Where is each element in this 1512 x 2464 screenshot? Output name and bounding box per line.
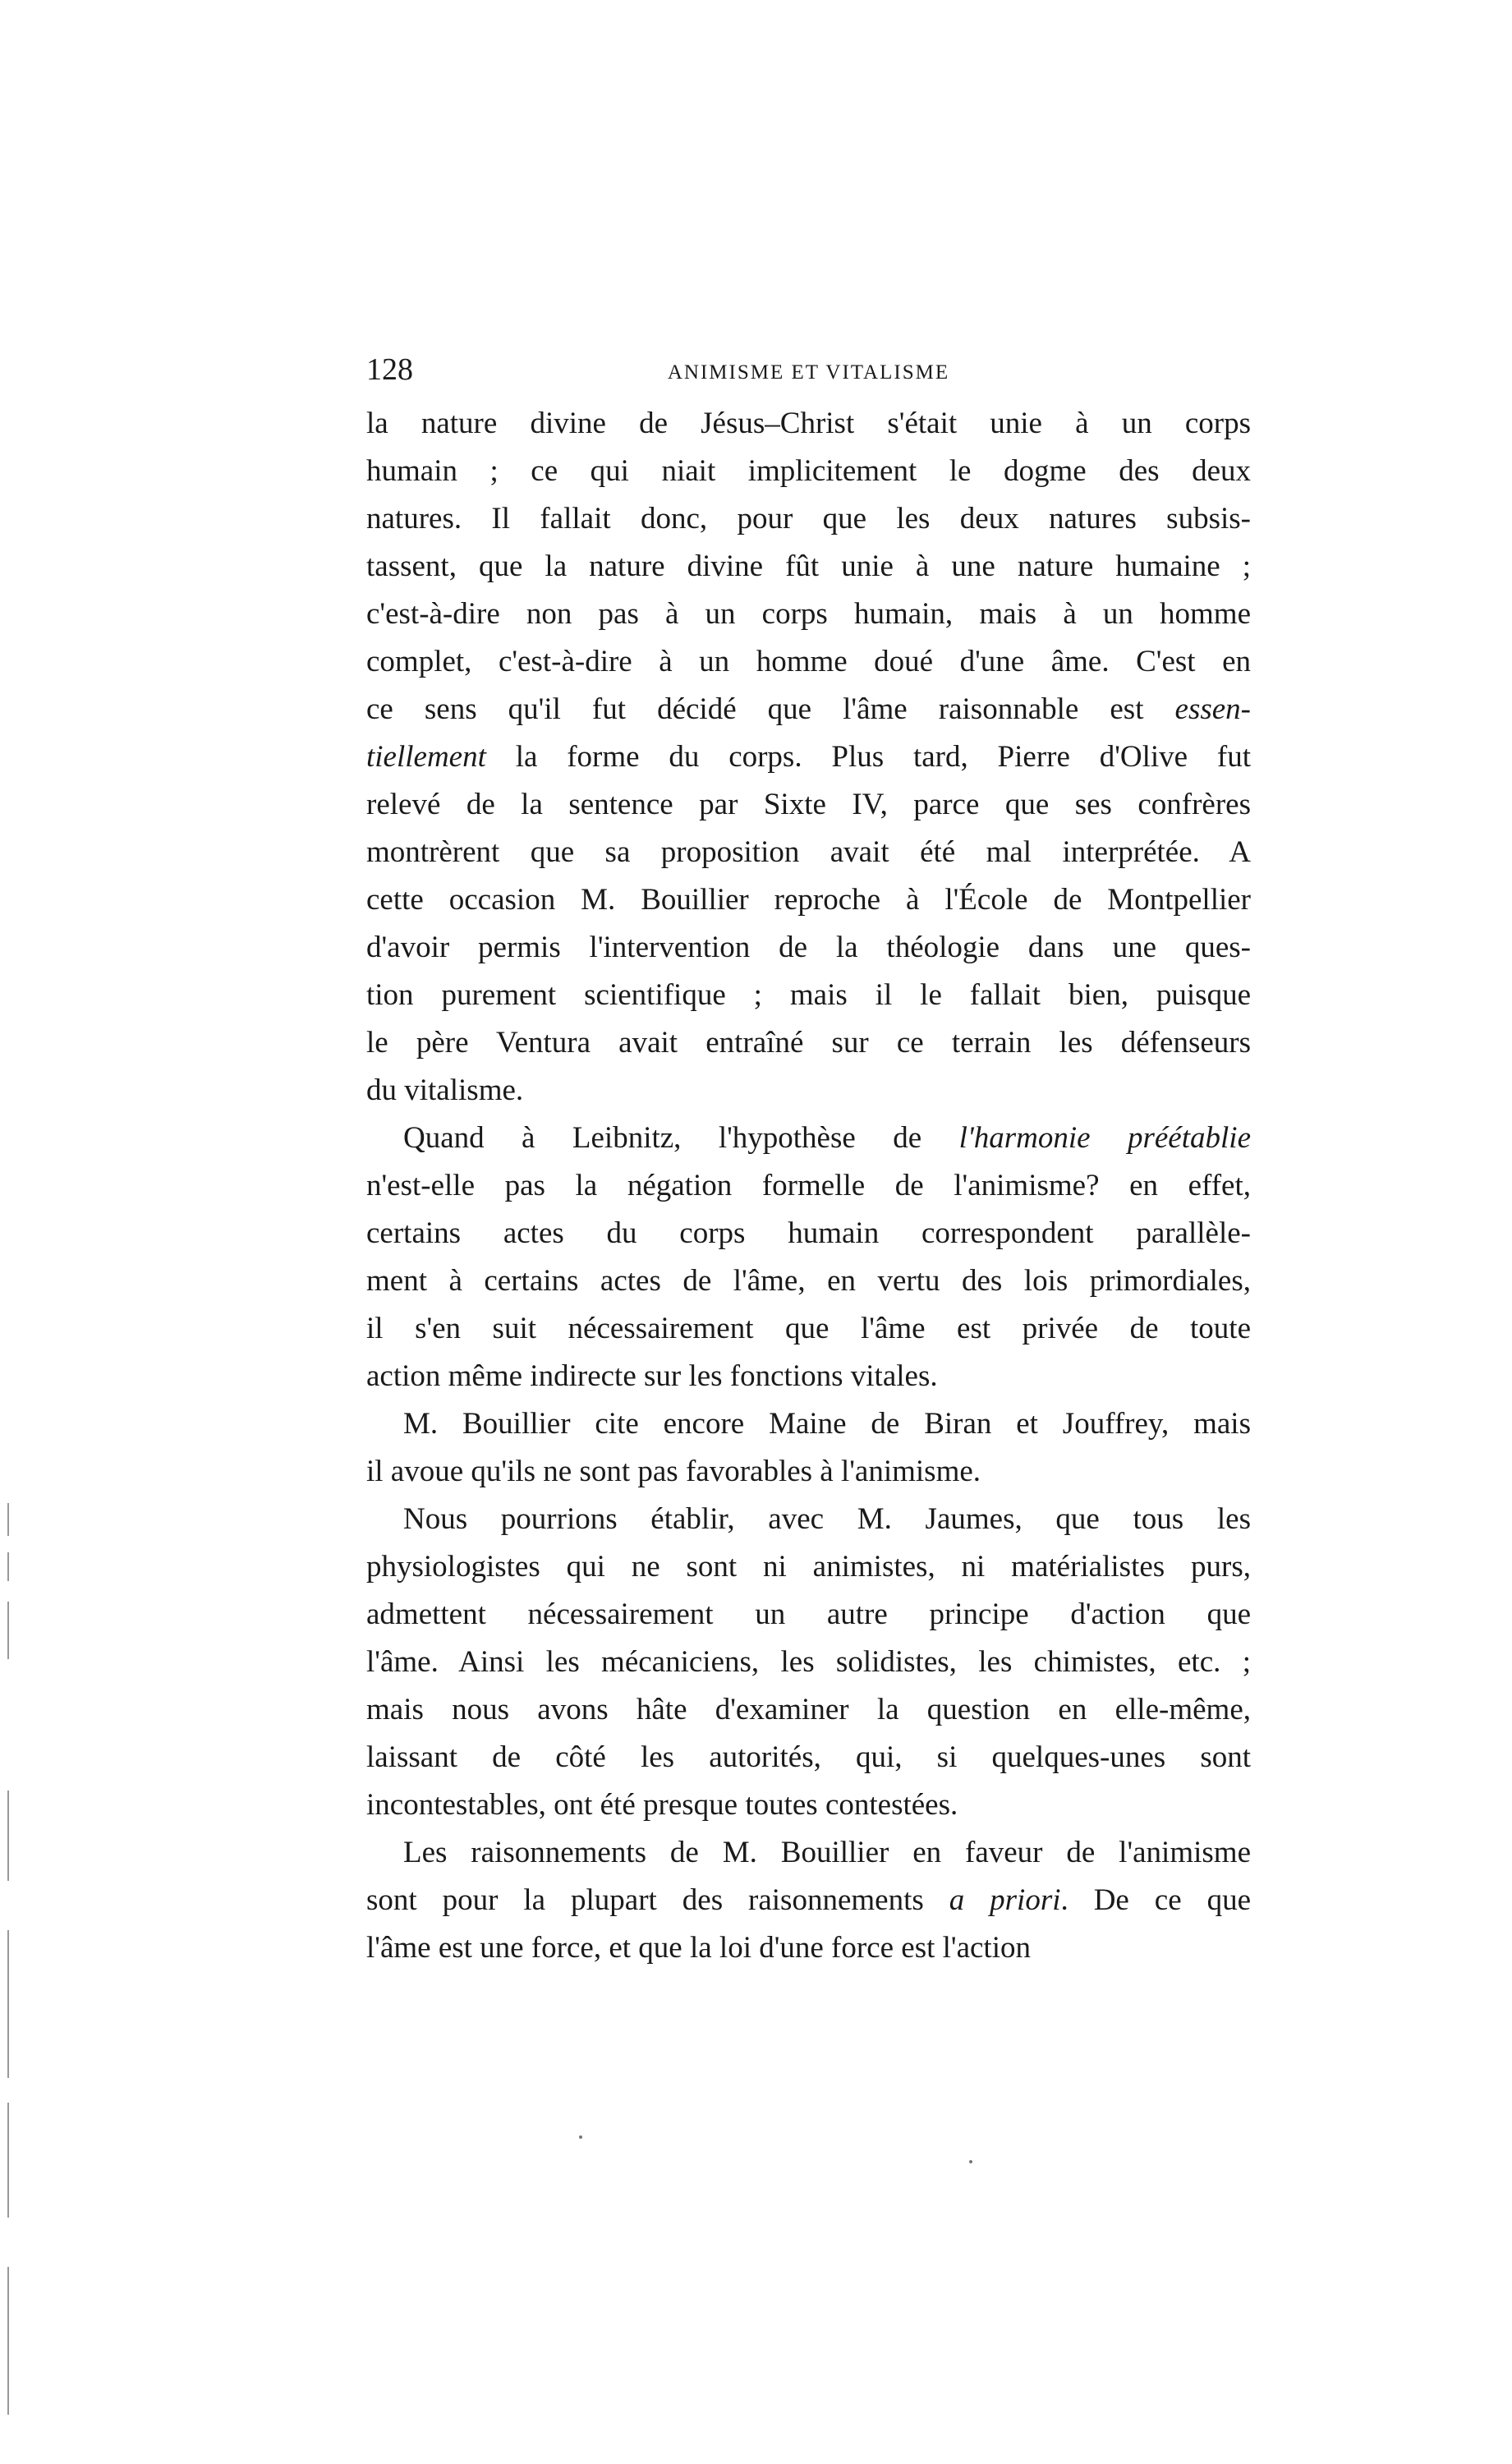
text-segment: ment à certains actes de l'âme, en vertu des lois primordiales, [366, 1264, 1251, 1298]
italic-text: essen- [1174, 692, 1251, 726]
text-segment: incontestables, ont été presque toutes contestées. [366, 1788, 958, 1822]
text-segment: c'est-à-dire non pas à un corps humain, mais à un homme [366, 597, 1251, 631]
scan-mark [7, 2267, 9, 2415]
text-segment: tassent, que la nature divine fût unie à une nature humaine ; [366, 549, 1251, 583]
text-line [366, 924, 1251, 972]
text-segment: n'est-elle pas la négation formelle de l'animisme? en effet, [366, 1169, 1251, 1202]
text-segment: tion purement scientifique ; mais il le fallait bien, puisque [366, 978, 1251, 1012]
text-segment: l'âme. Ainsi les mécaniciens, les solidistes, les chimistes, etc. ; [366, 1645, 1251, 1679]
text-segment: sont pour la plupart des raisonnements [366, 1883, 949, 1917]
text-line [366, 829, 1251, 876]
italic-text: l'harmonie préétablie [958, 1121, 1251, 1155]
page-number: 128 [366, 352, 413, 387]
text-segment: du vitalisme. [366, 1073, 524, 1107]
text-line [366, 1400, 1251, 1448]
text-line [366, 733, 1251, 781]
text-line [366, 1734, 1251, 1781]
text-segment: natures. Il fallait donc, pour que les deux natures subsis- [366, 502, 1251, 536]
text-segment: d'avoir permis l'intervention de la théologie dans une ques- [366, 931, 1251, 964]
text-line [366, 1019, 1251, 1067]
scan-mark [7, 2103, 9, 2218]
text-segment: laissant de côté les autorités, qui, si quelques-unes sont [366, 1740, 1251, 1774]
text-segment: . De ce que [1060, 1883, 1251, 1917]
text-segment: il avoue qu'ils ne sont pas favorables à l'animisme. [366, 1455, 981, 1488]
text-line [366, 1543, 1251, 1591]
text-segment: montrèrent que sa proposition avait été mal interprétée. A [366, 835, 1251, 869]
text-segment: admettent nécessairement un autre principe d'action que [366, 1597, 1251, 1631]
text-line [366, 1257, 1251, 1305]
text-line [366, 1924, 1251, 1972]
text-line [366, 1877, 1251, 1924]
text-segment: il s'en suit nécessairement que l'âme est privée de toute [366, 1312, 1251, 1345]
text-line [366, 972, 1251, 1019]
text-line [366, 400, 1251, 448]
text-line [366, 1067, 1251, 1115]
text-line [366, 1686, 1251, 1734]
text-segment: relevé de la sentence par Sixte IV, parce que ses confrères [366, 788, 1251, 821]
text-segment: certains actes du corps humain correspondent parallèle- [366, 1216, 1251, 1250]
text-segment: Nous pourrions établir, avec M. Jaumes, que tous les [403, 1502, 1251, 1536]
scan-mark [7, 1930, 9, 2078]
text-segment: cette occasion M. Bouillier reproche à l'École de Montpellier [366, 883, 1251, 917]
running-title: ANIMISME ET VITALISME [667, 361, 950, 384]
text-line [366, 781, 1251, 829]
scan-mark [7, 1552, 9, 1581]
italic-text: tiellement [366, 740, 486, 774]
text-segment: action même indirecte sur les fonctions vitales. [366, 1359, 938, 1393]
text-line [366, 495, 1251, 543]
text-segment: le père Ventura avait entraîné sur ce terrain les défenseurs [366, 1026, 1251, 1060]
speck [969, 2160, 972, 2163]
text-line [366, 1353, 1251, 1400]
italic-text: a priori [949, 1883, 1061, 1917]
text-segment: Les raisonnements de M. Bouillier en faveur de l'animisme [403, 1836, 1251, 1869]
text-line [366, 591, 1251, 638]
text-line [366, 638, 1251, 686]
scan-mark [7, 1503, 9, 1536]
text-line [366, 543, 1251, 591]
text-segment: physiologistes qui ne sont ni animistes, ni matérialistes purs, [366, 1550, 1251, 1584]
text-segment: l'âme est une force, et que la loi d'une force est l'action [366, 1931, 1031, 1965]
text-line [366, 1829, 1251, 1877]
text-line [366, 1115, 1251, 1162]
text-line [366, 1781, 1251, 1829]
page-header [366, 349, 1251, 390]
scan-mark [7, 1602, 9, 1659]
text-line [366, 1496, 1251, 1543]
text-line [366, 1210, 1251, 1257]
text-line [366, 1448, 1251, 1496]
text-line [366, 1639, 1251, 1686]
text-segment: M. Bouillier cite encore Maine de Biran et Jouffrey, mais [403, 1407, 1251, 1441]
text-segment: ce sens qu'il fut décidé que l'âme raisonnable est [366, 692, 1175, 726]
text-line [366, 876, 1251, 924]
text-segment: complet, c'est-à-dire à un homme doué d'une âme. C'est en [366, 645, 1251, 678]
text-line [366, 1162, 1251, 1210]
text-segment: mais nous avons hâte d'examiner la question en elle-même, [366, 1693, 1251, 1726]
text-line [366, 448, 1251, 495]
page-body [366, 400, 1251, 1972]
scan-mark [7, 1791, 9, 1881]
text-segment: la nature divine de Jésus–Christ s'était unie à un corps [366, 407, 1251, 440]
text-segment: Quand à Leibnitz, l'hypothèse de [403, 1121, 959, 1155]
text-segment: humain ; ce qui niait implicitement le dogme des deux [366, 454, 1251, 488]
text-segment: la forme du corps. Plus tard, Pierre d'Olive fut [485, 740, 1251, 774]
text-line [366, 1591, 1251, 1639]
text-line [366, 1305, 1251, 1353]
speck [579, 2135, 582, 2139]
text-line [366, 686, 1251, 733]
